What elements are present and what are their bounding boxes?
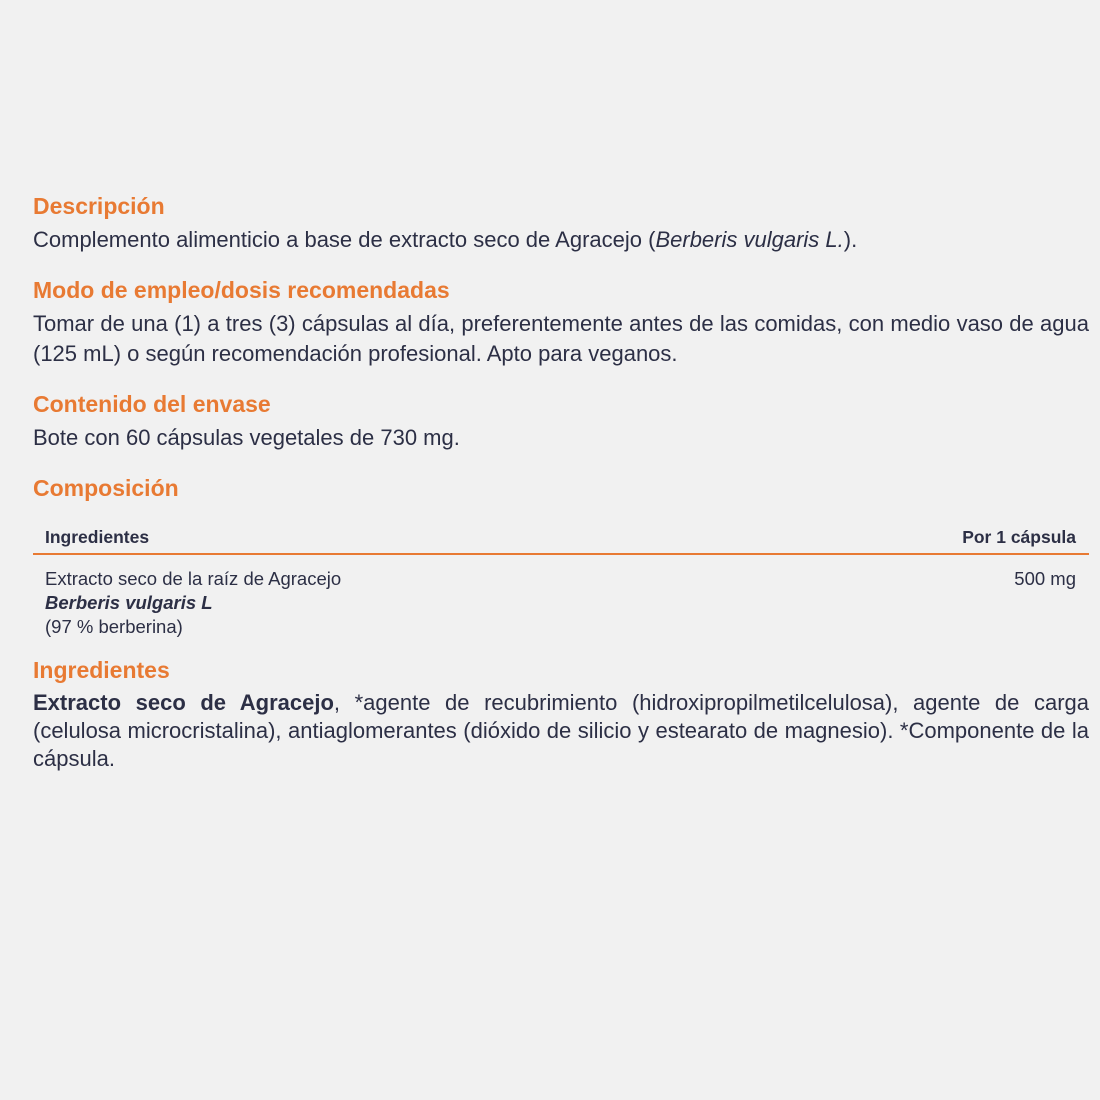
- composition-table-header: [33, 525, 1089, 555]
- composition-section: [33, 473, 1089, 639]
- ingredients-rest: , *agente de recubrimiento (hidroxipropilmetilcelulosa), agente de carga (celulosa microcristalina), antiaglomerantes (dióxido de silicio y estearato de magnesio). *Componente de la cápsula.: [33, 690, 1090, 771]
- table-row: [33, 555, 1089, 639]
- ingredient-latin-name: Berberis vulgaris L: [45, 592, 213, 613]
- description-text-start: Complemento alimenticio a base de extracto seco de Agracejo (: [33, 227, 656, 252]
- description-section: [33, 191, 1089, 255]
- ingredients-heading: Ingredientes: [33, 657, 170, 683]
- ingredient-note: (97 % berberina): [45, 616, 183, 637]
- description-latin-name: Berberis vulgaris L.: [655, 227, 844, 252]
- product-info: [33, 191, 1089, 793]
- contents-section: [33, 389, 1089, 453]
- ingredients-section: [33, 655, 1089, 773]
- contents-heading: Contenido del envase: [33, 391, 271, 417]
- amount-cell: 500 mg: [1014, 568, 1076, 589]
- composition-heading: Composición: [33, 475, 179, 501]
- usage-section: [33, 275, 1089, 369]
- usage-text: Tomar de una (1) a tres (3) cápsulas al día, preferentemente antes de las comidas, con medio vaso de agua (125 mL) o según recomendación profesional. Apto para veganos.: [33, 311, 1089, 366]
- description-text-end: ).: [843, 227, 858, 252]
- usage-heading: Modo de empleo/dosis recomendadas: [33, 277, 450, 303]
- ingredient-cell: [45, 567, 341, 639]
- column-header-ingredients: Ingredientes: [45, 527, 150, 547]
- column-header-per-capsule: Por 1 cápsula: [962, 527, 1076, 547]
- description-text: [33, 225, 1089, 255]
- ingredients-text: [33, 689, 1089, 773]
- contents-text: Bote con 60 cápsulas vegetales de 730 mg.: [33, 425, 460, 450]
- description-heading: Descripción: [33, 193, 165, 219]
- ingredient-name: Extracto seco de la raíz de Agracejo: [45, 568, 342, 589]
- ingredients-main-ingredient: Extracto seco de Agracejo: [33, 690, 334, 715]
- composition-table: [33, 525, 1089, 639]
